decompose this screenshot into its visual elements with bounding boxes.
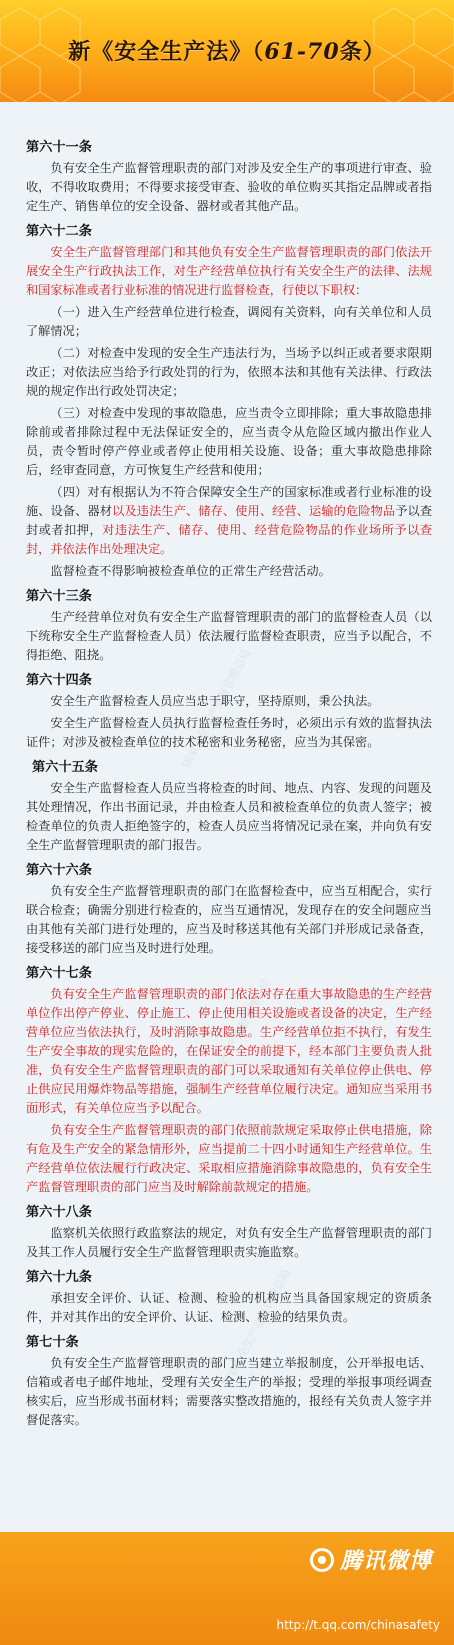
paragraph-text: （二）对检查中发现的安全生产违法行为，当场予以纠正或者要求限期改正；对依法应当给予行政处罚的行为，依照本法和其他有关法律、行政法规的规定作出行政处罚决定； bbox=[26, 346, 432, 398]
watermark: 国家安全生产监督管理总局 bbox=[219, 1266, 294, 1390]
article-paragraph bbox=[26, 608, 432, 665]
page-title bbox=[0, 35, 454, 66]
title-suffix: 条） bbox=[339, 40, 386, 65]
paragraph-text: 监察机关依照行政监察法的规定，对负有安全生产监督管理职责的部门及其工作人员履行安全生产监督管理职责实施监察。 bbox=[26, 1226, 432, 1259]
paragraph-text: 负有安全生产监督管理职责的部门在监督检查中，应当互相配合，实行联合检查；确需分别进行检查的，应当互通情况，发现存在的安全问题应当由其他有关部门进行处理的，应当及时移送其他有关部门并形成记录备查，接受移送的部门应当及时进行处理。 bbox=[26, 884, 432, 955]
paragraph-text: （一）进入生产经营单位进行检查，调阅有关资料，向有关单位和人员了解情况； bbox=[26, 305, 432, 338]
paragraph-text: 安全生产监督检查人员应当将检查的时间、地点、内容、发现的问题及其处理情况，作出书面记录，并由检查人员和被检查单位的负责人签字；被检查单位的负责人拒绝签字的，检查人员应当将情况记录在案，并向负有安全生产监督管理职责的部门报告。 bbox=[26, 781, 432, 852]
paragraph-text: 负有安全生产监督管理职责的部门对涉及安全生产的事项进行审查、验收，不得收取费用；不得要求接受审查、验收的单位购买其指定品牌或者指定生产、销售单位的安全设备、器材或者其他产品。 bbox=[26, 161, 432, 213]
highlighted-text: 负有安全生产监督管理职责的部门依照前款规定采取停止供电措施，除有危及生产安全的紧急情形外，应当提前二十四小时通知生产经营单位。生产经营单位依法履行行政决定、采取相应措施消除事故隐患的，负有安全生产监督管理职责的部门应当及时解除前款规定的措施。 bbox=[26, 1123, 432, 1194]
article-paragraph bbox=[26, 714, 432, 752]
highlighted-text: 对违法生产、储存、使用、经营危险物品的作业场所予以查封，并依法作出处理决定。 bbox=[26, 523, 433, 556]
paragraph-text: 予以查封或者扣押， bbox=[26, 504, 433, 537]
watermark: 国家安全生产监督管理总局 bbox=[199, 976, 274, 1100]
paragraph-text: 承担安全评价、认证、检测、检验的机构应当具备国家规定的资质条件，并对其作出的安全评价、认证、检测、检验的结果负责。 bbox=[26, 1291, 432, 1324]
article-paragraph bbox=[26, 692, 432, 711]
brand-logo[interactable] bbox=[310, 1544, 432, 1575]
article-paragraph bbox=[26, 483, 432, 559]
article-title: 第七十条 bbox=[26, 1335, 79, 1350]
article-paragraph bbox=[26, 985, 432, 1118]
article-title: 第六十四条 bbox=[26, 673, 92, 688]
article-title: 第六十九条 bbox=[26, 1270, 92, 1285]
paragraph-text: 生产经营单位对负有安全生产监督管理职责的部门的监督检查人员（以下统称安全生产监督检查人员）依法履行监督检查职责，应当予以配合，不得拒绝、阻挠。 bbox=[26, 610, 432, 662]
brand-name: 腾讯微博 bbox=[339, 1549, 432, 1574]
article-paragraph bbox=[26, 562, 432, 581]
article-title: 第六十二条 bbox=[26, 224, 92, 239]
article-title: 第六十八条 bbox=[26, 1205, 92, 1220]
footer-bar bbox=[0, 1532, 454, 1645]
article-paragraph bbox=[26, 303, 432, 341]
header-banner bbox=[0, 0, 454, 102]
law-articles bbox=[26, 132, 432, 1433]
article-paragraph bbox=[26, 882, 432, 958]
article-paragraph bbox=[26, 1224, 432, 1262]
article-paragraph bbox=[26, 779, 432, 855]
paragraph-text: 安全生产监督检查人员执行监督检查任务时，必须出示有效的监督执法证件；对涉及被检查单位的技术秘密和业务秘密，应当为其保密。 bbox=[26, 716, 432, 749]
article-paragraph bbox=[26, 344, 432, 401]
paragraph-text: 监督检查不得影响被检查单位的正常生产经营活动。 bbox=[50, 564, 331, 578]
weibo-icon bbox=[310, 1548, 334, 1572]
article-paragraph bbox=[26, 1289, 432, 1327]
paragraph-text: （四）对有根据认为不符合保障安全生产的国家标准或者行业标准的设施、设备、器材 bbox=[26, 485, 432, 518]
highlighted-text: 负有安全生产监督管理职责的部门依法对存在重大事故隐患的生产经营单位作出停产停业、停止施工、停止使用相关设施或者设备的决定，生产经营单位应当依法执行，及时消除事故隐患。生产经营单位拒不执行，有发生生产安全事故的现实危险的，在保证安全的前提下，经本部门主要负责人批准，负有安全生产监督管理职责的部门可以采取通知有关单位停止供电、停止供应民用爆炸物品等措施，强制生产经营单位履行决定。通知应当采用书面形式，有关单位应当予以配合。 bbox=[26, 987, 432, 1115]
article-title: 第六十七条 bbox=[26, 966, 92, 981]
watermark: 国家安全生产监督管理总局 bbox=[179, 646, 254, 770]
title-range: 61-70 bbox=[264, 39, 340, 65]
footer-url[interactable]: http://t.qq.com/chinasafety bbox=[276, 1618, 440, 1632]
title-prefix: 新《安全生产法》（ bbox=[68, 40, 265, 65]
article-paragraph bbox=[26, 243, 432, 300]
paragraph-text: （三）对检查中发现的事故隐患，应当责令立即排除；重大事故隐患排除前或者排除过程中无法保证安全的，应当责令从危险区域内撤出作业人员，责令暂时停产停业或者停止使用相关设施、设备；重大事故隐患排除后，经审查同意，方可恢复生产经营和使用； bbox=[26, 406, 432, 477]
article-paragraph bbox=[26, 159, 432, 216]
article-title: 第六十六条 bbox=[26, 863, 92, 878]
highlighted-text: 安全生产监督管理部门和其他负有安全生产监督管理职责的部门依法开展安全生产行政执法工作，对生产经营单位执行有关安全生产的法律、法规和国家标准或者行业标准的情况进行监督检查，行使以下职权： bbox=[26, 245, 432, 297]
article-paragraph bbox=[26, 404, 432, 480]
highlighted-text: 以及违法生产、储存、使用、经营、运输的危险物品 bbox=[112, 504, 396, 518]
paragraph-text: 负有安全生产监督管理职责的部门应当建立举报制度，公开举报电话、信箱或者电子邮件地址，受理有关安全生产的举报；受理的举报事项经调查核实后，应当形成书面材料；需要落实整改措施的，报经有关负责人签字并督促落实。 bbox=[26, 1356, 432, 1427]
article-paragraph bbox=[26, 1354, 432, 1430]
article-title: 第六十一条 bbox=[26, 140, 92, 155]
paragraph-text: 安全生产监督检查人员应当忠于职守，坚持原则，秉公执法。 bbox=[50, 694, 380, 708]
article-title: 第六十三条 bbox=[26, 589, 92, 604]
article-title: 第六十五条 bbox=[32, 760, 98, 775]
article-paragraph bbox=[26, 1121, 432, 1197]
